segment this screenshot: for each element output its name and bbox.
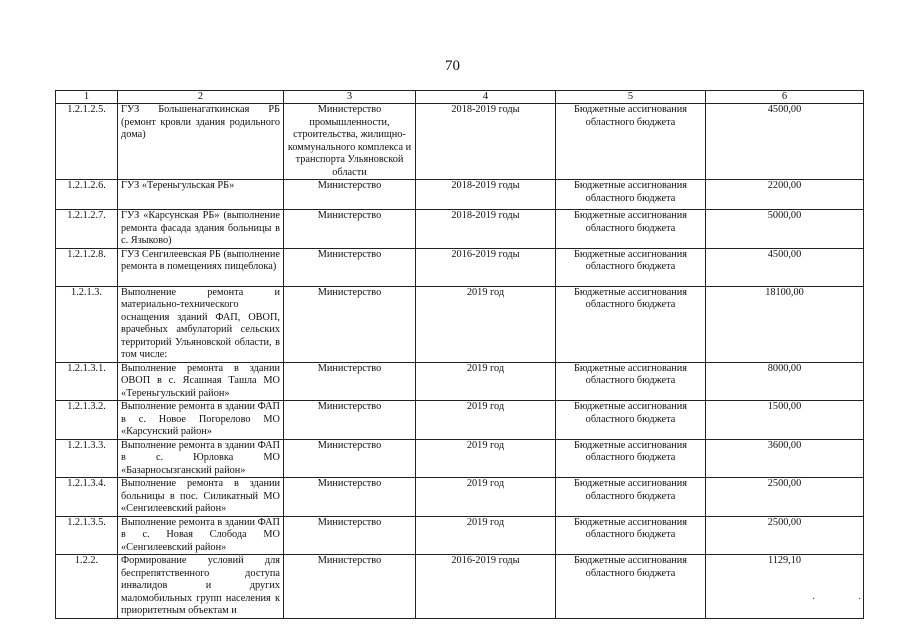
scan-marks: · · [812,594,882,605]
row-source: Бюджетные ассигнования областного бюджета [556,555,706,619]
header-col-5: 5 [556,91,706,104]
table-row [56,362,864,401]
row-name: ГУЗ «Тереньгульская РБ» [118,180,284,210]
row-amount: 2200,00 [706,180,864,210]
row-name: ГУЗ Большенагаткинская РБ (ремонт кровли здания родильного дома) [118,104,284,180]
row-name: Формирование условий для беспрепятственного доступа инвалидов и других маломобильных групп населения к приоритетным объектам и [118,555,284,619]
table-row [56,401,864,440]
row-number: 1.2.1.3.3. [56,439,118,478]
row-amount: 4500,00 [706,104,864,180]
row-period: 2018-2019 годы [416,180,556,210]
row-amount: 2500,00 [706,478,864,517]
row-number: 1.2.1.3. [56,286,118,362]
row-name: ГУЗ Сенгилеевская РБ (выполнение ремонта в помещениях пищеблока) [118,248,284,286]
row-source: Бюджетные ассигнования областного бюджета [556,516,706,555]
row-number: 1.2.1.3.2. [56,401,118,440]
table-row [56,210,864,249]
row-source: Бюджетные ассигнования областного бюджета [556,248,706,286]
row-executor: Министерство промышленности, строительства, жилищно-коммунального комплекса и транспорта Ульяновской области [284,104,416,180]
header-col-1: 1 [56,91,118,104]
row-number: 1.2.1.2.6. [56,180,118,210]
row-amount: 18100,00 [706,286,864,362]
row-period: 2016-2019 годы [416,555,556,619]
row-number: 1.2.1.2.7. [56,210,118,249]
row-executor: Министерство [284,180,416,210]
row-name: Выполнение ремонта в здании ФАП в с. Новая Слобода МО «Сенгилеевский район» [118,516,284,555]
row-period: 2019 год [416,516,556,555]
row-source: Бюджетные ассигнования областного бюджета [556,210,706,249]
table-row [56,180,864,210]
row-source: Бюджетные ассигнования областного бюджета [556,478,706,517]
table-row [56,478,864,517]
row-period: 2019 год [416,286,556,362]
row-number: 1.2.1.3.5. [56,516,118,555]
row-source: Бюджетные ассигнования областного бюджета [556,401,706,440]
row-number: 1.2.2. [56,555,118,619]
row-name: Выполнение ремонта в здании больницы в пос. Силикатный МО «Сенгилеевский район» [118,478,284,517]
table-row [56,516,864,555]
row-name: Выполнение ремонта в здании ФАП в с. Юрловка МО «Базарносызганский район» [118,439,284,478]
page-number: 70 [445,58,460,74]
program-table [55,90,864,619]
row-executor: Министерство [284,555,416,619]
row-amount: 1129,10 [706,555,864,619]
row-period: 2016-2019 годы [416,248,556,286]
row-name: ГУЗ «Карсунская РБ» (выполнение ремонта фасада здания больницы в с. Языково) [118,210,284,249]
row-name: Выполнение ремонта и материально-технического оснащения зданий ФАП, ОВОП, врачебных амбулаторий сельских территорий Ульяновской области, в том числе: [118,286,284,362]
row-executor: Министерство [284,210,416,249]
row-period: 2019 год [416,401,556,440]
row-amount: 3600,00 [706,439,864,478]
row-source: Бюджетные ассигнования областного бюджета [556,439,706,478]
row-amount: 4500,00 [706,248,864,286]
row-number: 1.2.1.2.5. [56,104,118,180]
row-amount: 1500,00 [706,401,864,440]
row-period: 2019 год [416,362,556,401]
row-amount: 5000,00 [706,210,864,249]
row-source: Бюджетные ассигнования областного бюджета [556,180,706,210]
row-number: 1.2.1.3.1. [56,362,118,401]
header-row [56,91,864,104]
row-period: 2019 год [416,439,556,478]
row-executor: Министерство [284,478,416,517]
table-row [56,286,864,362]
row-executor: Министерство [284,516,416,555]
row-executor: Министерство [284,286,416,362]
row-name: Выполнение ремонта в здании ОВОП в с. Ясашная Ташла МО «Тереньгульский район» [118,362,284,401]
header-col-6: 6 [706,91,864,104]
row-number: 1.2.1.3.4. [56,478,118,517]
header-col-2: 2 [118,91,284,104]
header-col-4: 4 [416,91,556,104]
table-row [56,439,864,478]
row-executor: Министерство [284,439,416,478]
header-col-3: 3 [284,91,416,104]
row-executor: Министерство [284,248,416,286]
row-name: Выполнение ремонта в здании ФАП в с. Новое Погорелово МО «Карсунский район» [118,401,284,440]
row-source: Бюджетные ассигнования областного бюджета [556,286,706,362]
row-source: Бюджетные ассигнования областного бюджета [556,362,706,401]
table-row [56,104,864,180]
table-row [56,555,864,619]
row-executor: Министерство [284,362,416,401]
table-row [56,248,864,286]
row-number: 1.2.1.2.8. [56,248,118,286]
row-executor: Министерство [284,401,416,440]
row-amount: 8000,00 [706,362,864,401]
row-period: 2018-2019 годы [416,104,556,180]
row-period: 2018-2019 годы [416,210,556,249]
row-source: Бюджетные ассигнования областного бюджета [556,104,706,180]
row-period: 2019 год [416,478,556,517]
row-amount: 2500,00 [706,516,864,555]
